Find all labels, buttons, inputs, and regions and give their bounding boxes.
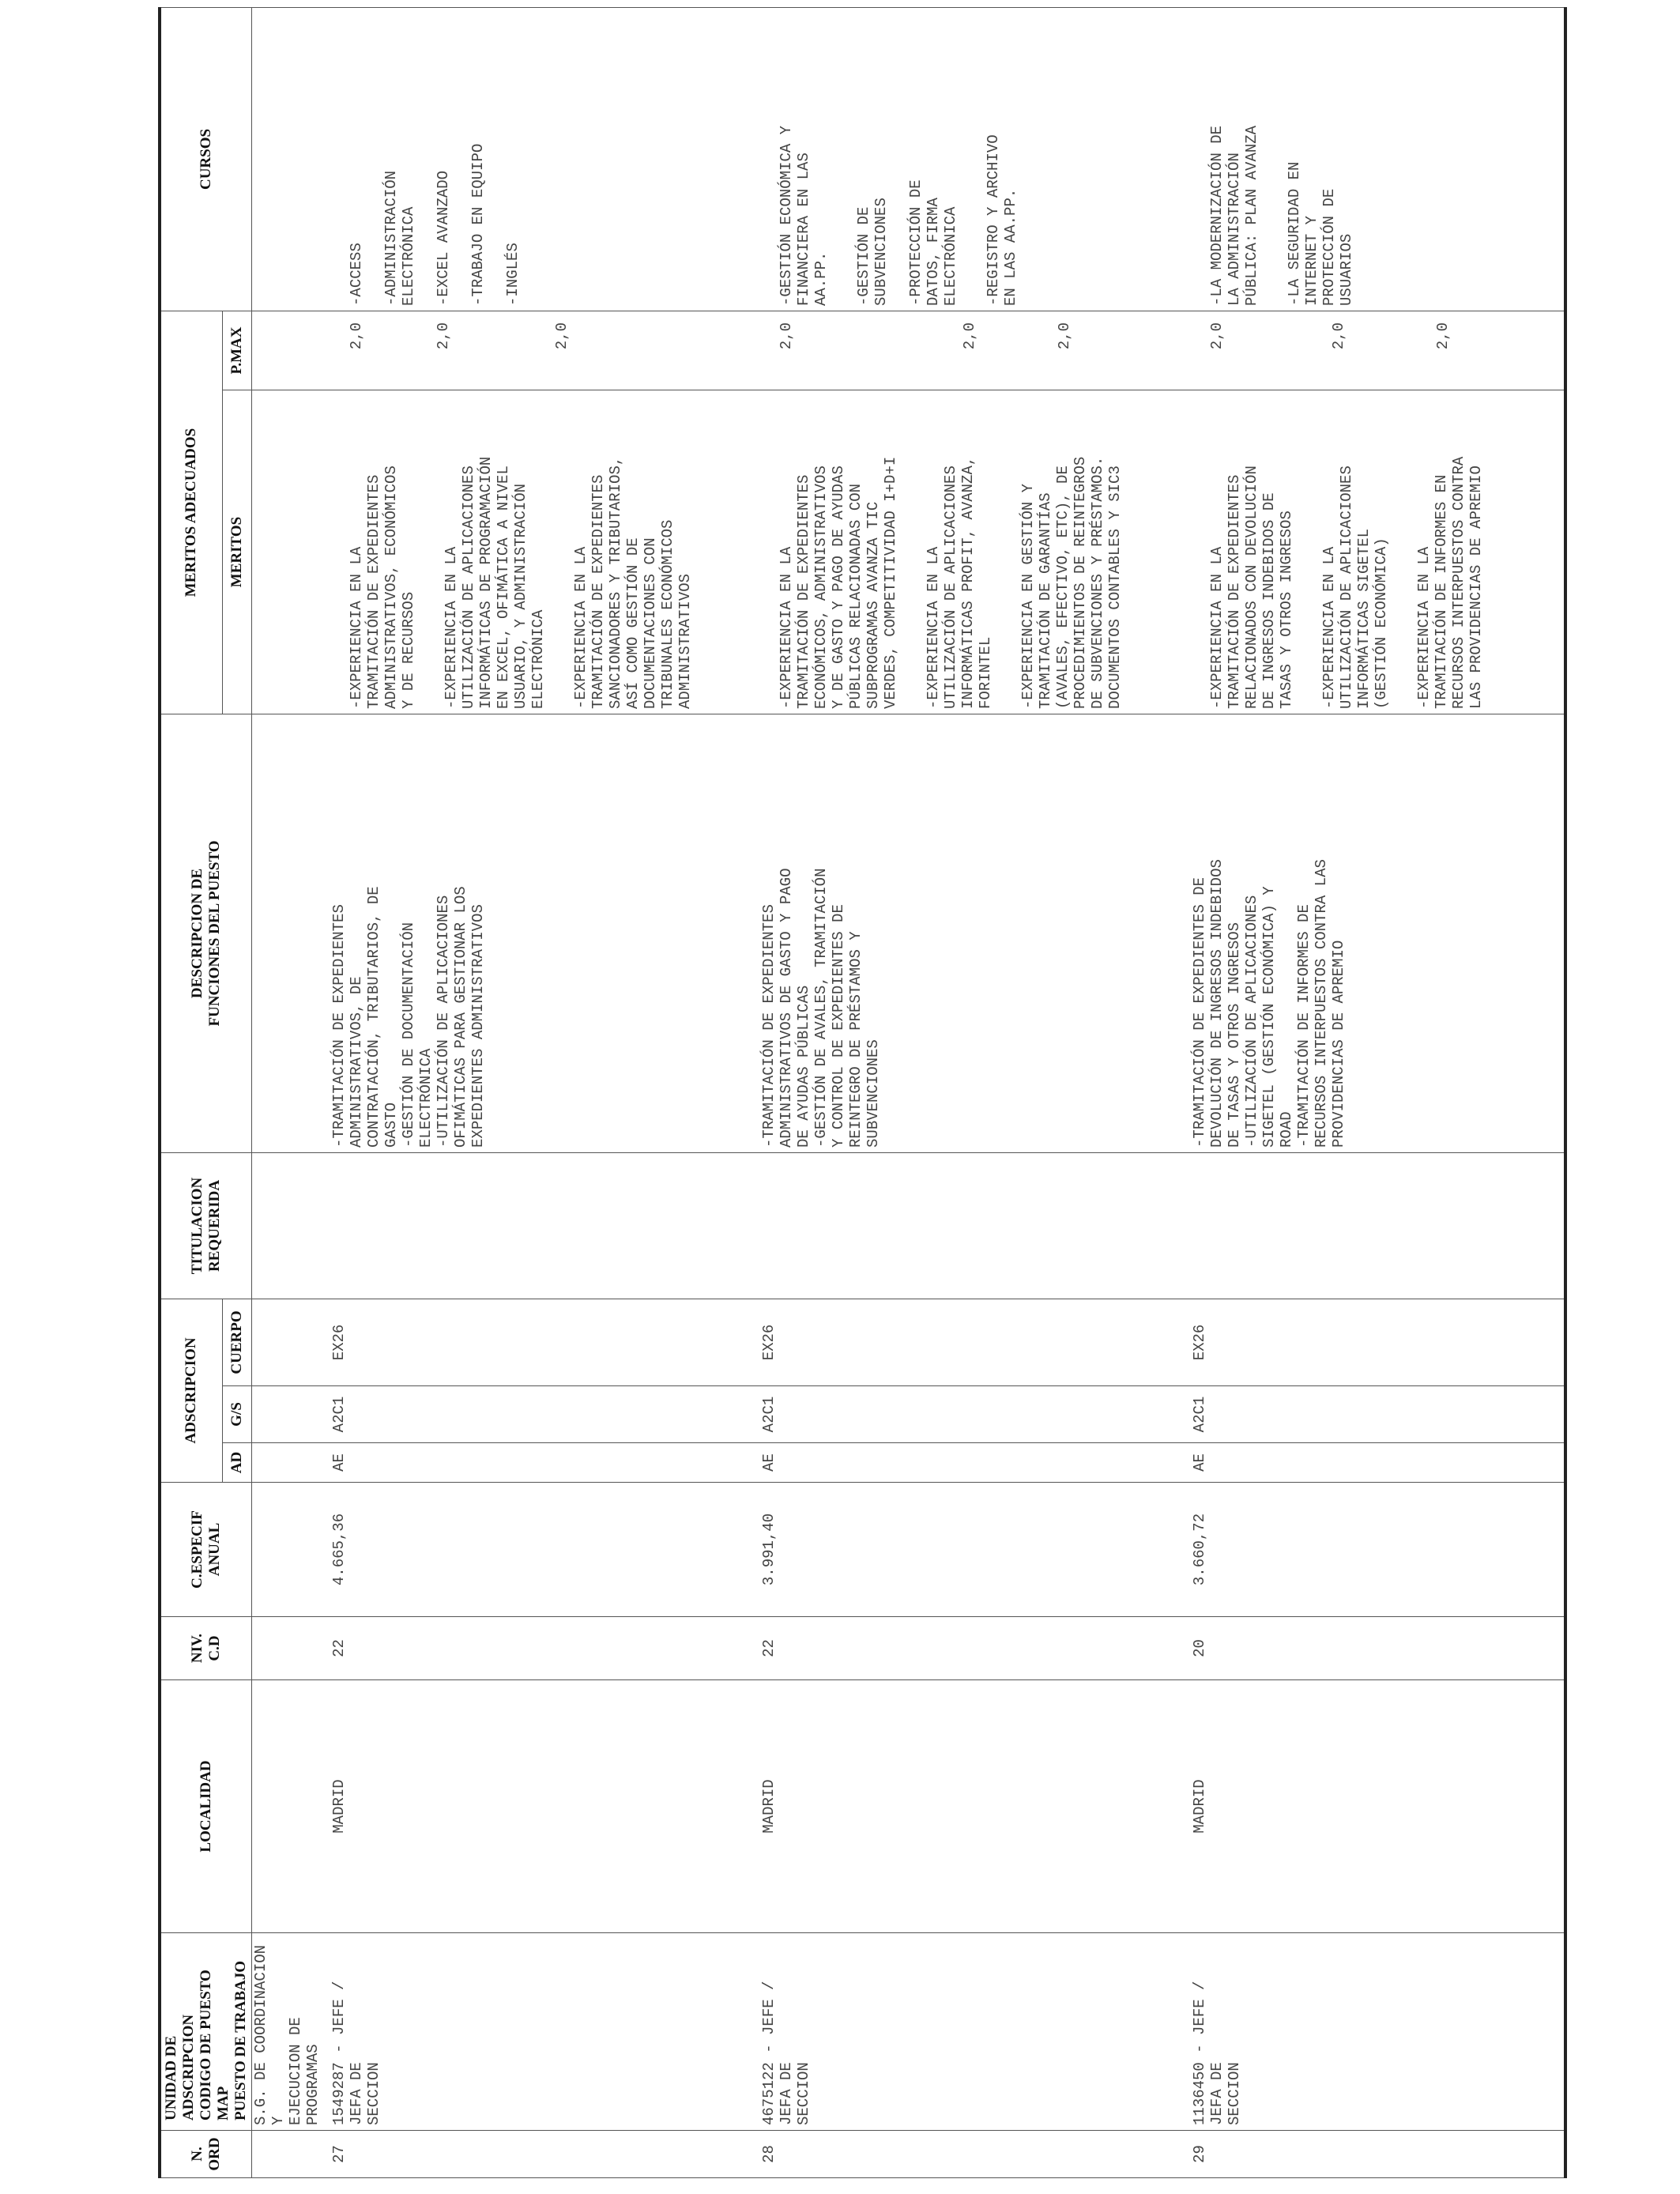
merit-item: -EXPERIENCIA EN LA TRAMITACIÓN DE EXPEDIENTES ADMINISTRATIVOS, ECONÓMICOS Y DE RECURSOS [348,466,418,709]
job-level: 20 [1191,1617,1565,1680]
job-cuerpo: EX26 [1191,1299,1565,1385]
course-item: -LA SEGURIDAD EN INTERNET Y PROTECCIÓN DE USUARIOS [1286,161,1356,306]
header-cursos: CURSOS [160,7,252,311]
job-code-title: 1136450 - JEFE / JEFA DE SECCION [1191,1933,1565,2131]
job-code-title: 1549287 - JEFE / JEFA DE SECCION [330,1933,759,2131]
job-merits [1191,390,1565,714]
header-meritos-adecuados: MERITOS ADECUADOS [160,311,222,714]
course-item: -PROTECCIÓN DE DATOS, FIRMA ELECTRÓNICA [906,179,959,306]
job-description: -TRAMITACIÓN DE EXPEDIENTES ADMINISTRATIVOS DE GASTO Y PAGO DE AYUDAS PÚBLICAS -GESTIÓN DE AVALES, TRAMITACIÓN Y CONTROL DE EXPEDIENTES DE REINTEGRO DE PRÉSTAMOS Y SUBVENCIONES [760,714,1192,1152]
job-max-points [1191,311,1565,390]
unit-row [252,7,331,2177]
header-pmax: P.MAX [222,311,251,390]
row-number: 27 [330,2131,759,2178]
row-number: 29 [1191,2131,1565,2178]
job-location: MADRID [330,1680,759,1933]
job-titulacion [1191,1152,1565,1299]
job-courses [1191,7,1565,311]
merit-item: -EXPERIENCIA EN LA UTILIZACIÓN DE APLICACIONES INFORMÁTICAS DE PROGRAMACIÓN EN EXCEL, OFIMÁTICA A NIVEL USUARIO, Y ADMINISTRACIÓN ELECTRÓNICA [443,456,548,709]
merit-item: -EXPERIENCIA EN LA TRAMITACIÓN DE EXPEDIENTES RELACIONADOS CON DEVOLUCIÓN DE INGRESOS INDEBIDOS DE TASAS Y OTROS INGRESOS [1208,466,1296,709]
job-group: A2C1 [330,1386,759,1443]
job-level: 22 [330,1617,759,1680]
header-ad: AD [222,1443,251,1483]
job-description: -TRAMITACIÓN DE EXPEDIENTES ADMINISTRATIVOS, DE CONTRATACIÓN, TRIBUTARIOS, DE GASTO -GESTIÓN DE DOCUMENTACIÓN ELECTRÓNICA -UTILIZACIÓN DE APLICACIONES OFIMÁTICAS PARA GESTIONAR LOS EXPEDIENTES ADMINISTRATIVOS [330,714,759,1152]
job-location: MADRID [760,1680,1192,1933]
header-nivel: NIV. C.D [160,1617,252,1680]
header-c-especif: C.ESPECIF ANUAL [160,1483,252,1617]
merit-item: -EXPERIENCIA EN LA TRAMITACIÓN DE EXPEDIENTES ECONÓMICOS, ADMINISTRATIVOS Y DE GASTO Y PAGO DE AYUDAS PÚBLICAS RELACIONADAS CON SUBPROGRAMAS AVANZA TIC VERDES, COMPETITIVIDAD I+D+I [777,456,899,709]
course-item: -ACCESS [348,243,366,306]
job-code-title: 4675122 - JEFE / JEFA DE SECCION [760,1933,1192,2131]
job-merits [330,390,759,714]
header-n-ord: N. ORD [160,2131,252,2178]
header-cuerpo: CUERPO [222,1299,251,1385]
merit-points: 2,0 [777,322,795,350]
course-item: -REGISTRO Y ARCHIVO EN LAS AA.PP. [984,134,1019,306]
unit-name: S.G. DE COORDINACION Y EJECUCION DE PROGRAMAS [252,1933,331,2131]
table-row [330,7,759,2177]
job-specific-salary: 3.660,72 [1191,1483,1565,1617]
job-specific-salary: 3.991,40 [760,1483,1192,1617]
merit-points: 2,0 [1330,322,1348,350]
job-group: A2C1 [1191,1386,1565,1443]
header-gs: G/S [222,1386,251,1443]
course-item: -TRABAJO EN EQUIPO [469,143,488,306]
course-item: -INGLÉS [504,243,522,306]
row-number: 28 [760,2131,1192,2178]
merit-points: 2,0 [960,322,978,350]
course-item: -EXCEL AVANZADO [435,170,453,306]
merit-item: -EXPERIENCIA EN LA UTILIZACIÓN DE APLICACIONES INFORMÁTICAS PROFIT, AVANZA, FORINTEL [924,456,994,709]
merit-item: -EXPERIENCIA EN LA TRAMITACIÓN DE INFORMES EN RECURSOS INTERPUESTOS CONTRA LAS PROVIDENCIAS DE APREMIO [1415,456,1486,709]
job-titulacion [760,1152,1192,1299]
job-ad: AE [760,1443,1192,1483]
merit-item: -EXPERIENCIA EN LA UTILIZACIÓN DE APLICACIONES INFORMÁTICAS SIGETEL (GESTIÓN ECONÓMICA) [1320,466,1391,709]
merit-points: 2,0 [435,322,453,350]
merit-item: -EXPERIENCIA EN GESTIÓN Y TRAMITACIÓN DE GARANTÍAS (AVALES, EFECTIVO, ETC), DE PROCEDIMIENTOS DE REINTEGROS DE SUBVENCIONES Y PRÉSTAMOS. DOCUMENTOS CONTABLES Y SIC3 [1019,456,1124,709]
job-cuerpo: EX26 [330,1299,759,1385]
job-group: A2C1 [760,1386,1192,1443]
table-row [1191,7,1565,2177]
job-positions-table [158,7,1567,2178]
merit-points: 2,0 [1434,322,1452,350]
merit-points: 2,0 [553,322,571,350]
header-descripcion: DESCRIPCION DE FUNCIONES DEL PUESTO [160,714,252,1152]
header-titulacion: TITULACION REQUERIDA [160,1152,252,1299]
job-courses [760,7,1192,311]
job-titulacion [330,1152,759,1299]
job-max-points [330,311,759,390]
job-courses [330,7,759,311]
job-merits [760,390,1192,714]
header-unidad: UNIDAD DE ADSCRIPCION CODIGO DE PUESTO MAP PUESTO DE TRABAJO [160,1933,252,2131]
job-cuerpo: EX26 [760,1299,1192,1385]
header-meritos: MERITOS [222,390,251,714]
job-specific-salary: 4.665,36 [330,1483,759,1617]
course-item: -ADMINISTRACIÓN ELECTRÓNICA [382,170,418,306]
course-item: -LA MODERNIZACIÓN DE LA ADMINISTRACIÓN PÚBLICA: PLAN AVANZA [1208,125,1261,306]
header-adscripcion: ADSCRIPCION [160,1299,222,1482]
merit-points: 2,0 [1055,322,1073,350]
job-description: -TRAMITACIÓN DE EXPEDIENTES DE DEVOLUCIÓN DE INGRESOS INDEBIDOS DE TASAS Y OTROS INGRESOS -UTILIZACIÓN DE APLICACIONES SIGETEL (GESTIÓN ECONÓMICA) Y ROAD -TRAMITACIÓN DE INFORMES DE RECURSOS INTERPUESTOS CONTRA LAS PROVIDENCIAS DE APREMIO [1191,714,1565,1152]
header-localidad: LOCALIDAD [160,1680,252,1933]
merit-points: 2,0 [1208,322,1226,350]
job-max-points [760,311,1192,390]
merit-points: 2,0 [348,322,366,350]
job-level: 22 [760,1617,1192,1680]
course-item: -GESTIÓN ECONÓMICA Y FINANCIERA EN LAS AA.PP. [777,125,830,306]
course-item: -GESTIÓN DE SUBVENCIONES [854,198,890,306]
job-ad: AE [330,1443,759,1483]
merit-item: -EXPERIENCIA EN LA TRAMITACIÓN DE EXPEDIENTES SANCIONADORES Y TRIBUTARIOS, ASÍ COMO GESTIÓN DE DOCUMENTACIONES CON TRIBUNALES ECONÓMICOS ADMINISTRATIVOS [572,456,695,709]
job-ad: AE [1191,1443,1565,1483]
table-row [760,7,1192,2177]
job-location: MADRID [1191,1680,1565,1933]
